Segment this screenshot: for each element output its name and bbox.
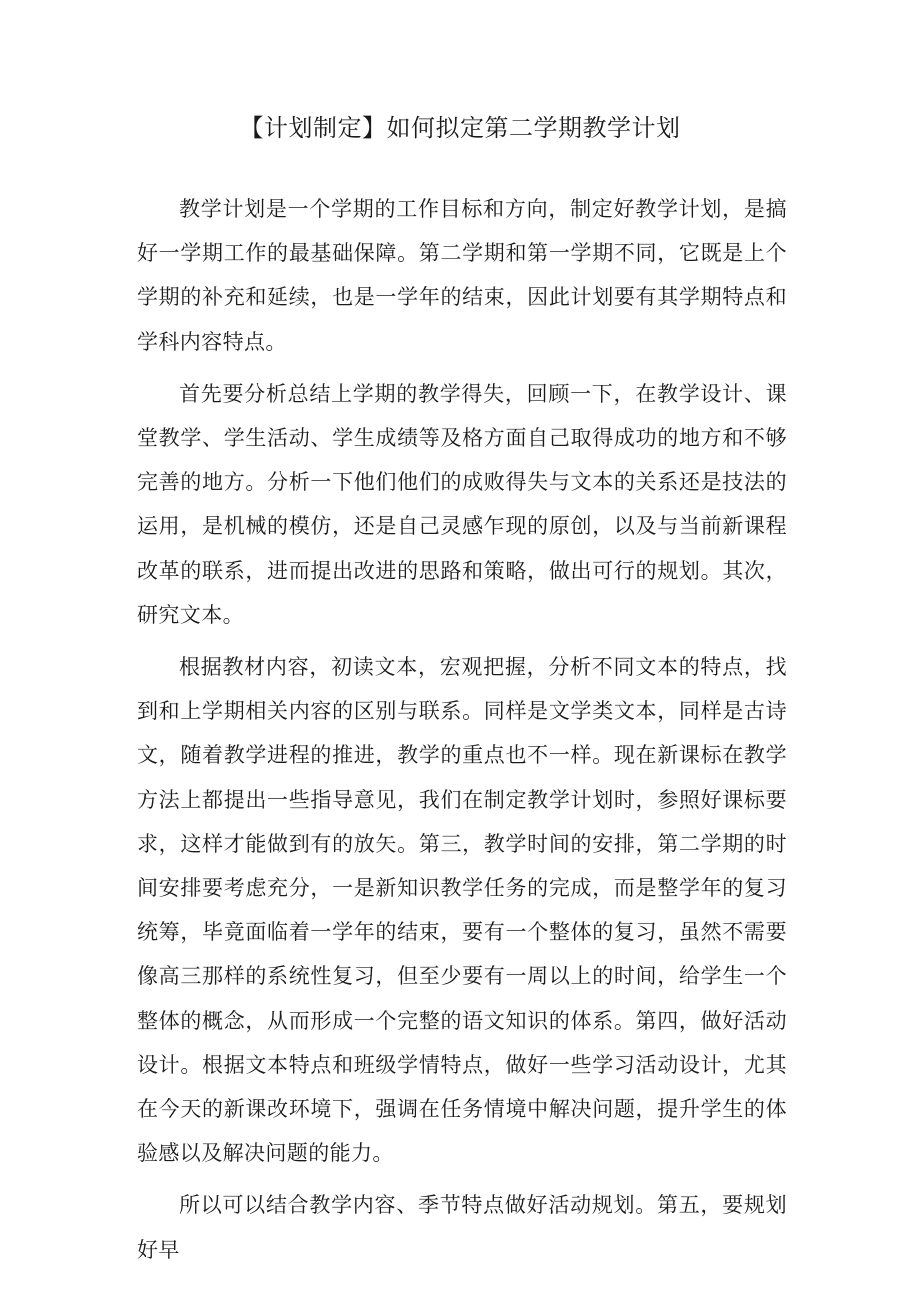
paragraph-3: 根据教材内容，初读文本，宏观把握，分析不同文本的特点，找到和上学期相关内容的区别与联系。同样是文学类文本，同样是古诗文，随着教学进程的推进，教学的重点也不一样。现在新课标在教学方法上都提出一些指导意见，我们在制定教学计划时，参照好课标要求，这样才能做到有的放矢。第三，教学时间的安排，第二学期的时间安排要考虑充分，一是新知识教学任务的完成，而是整学年的复习统筹，毕竟面临着一学年的结束，要有一个整体的复习，虽然不需要像高三那样的系统性复习，但至少要有一周以上的时间，给学生一个整体的概念，从而形成一个完整的语文知识的体系。第四，做好活动设计。根据文本特点和班级学情特点，做好一些学习活动设计，尤其在今天的新课改环境下，强调在任务情境中解决问题，提升学生的体验感以及解决问题的能力。 <box>137 655 787 1166</box>
paragraph-1: 教学计划是一个学期的工作目标和方向，制定好教学计划，是搞好一学期工作的最基础保障。第二学期和第一学期不同，它既是上个学期的补充和延续，也是一学年的结束，因此计划要有其学期特点和学科内容特点。 <box>137 197 787 354</box>
document-body <box>137 187 787 1280</box>
paragraph-2: 首先要分析总结上学期的教学得失，回顾一下，在教学设计、课堂教学、学生活动、学生成绩等及格方面自己取得成功的地方和不够完善的地方。分析一下他们他们的成败得失与文本的关系还是技法的运用，是机械的模仿，还是自己灵感乍现的原创，以及与当前新课程改革的联系，进而提出改进的思路和策略，做出可行的规划。其次，研究文本。 <box>137 381 787 627</box>
document-title: 【计划制定】如何拟定第二学期教学计划 <box>239 114 681 142</box>
paragraph-4: 所以可以结合教学内容、季节特点做好活动规划。第五，要规划好早 <box>137 1193 787 1262</box>
